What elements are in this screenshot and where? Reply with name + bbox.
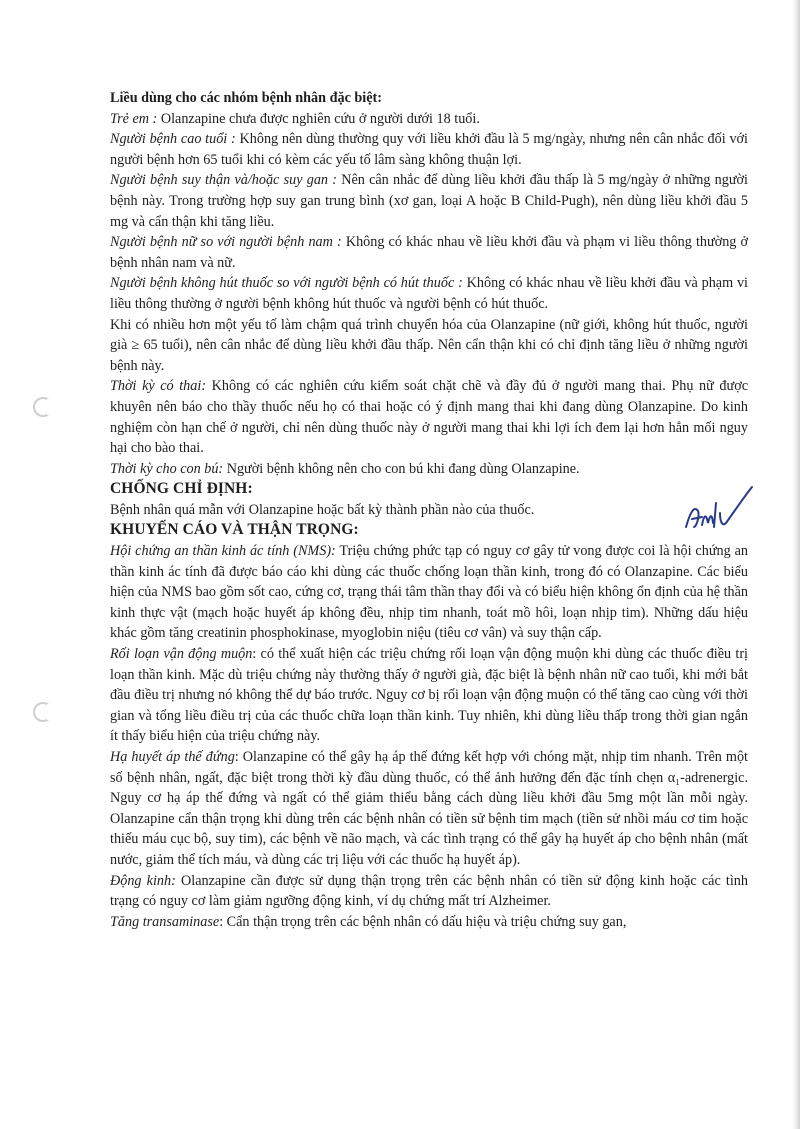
paragraph-label: Hội chứng an thần kinh ác tính (NMS): [110,543,336,560]
paragraph [110,170,748,232]
paragraph-label: Người bệnh không hút thuốc so với người bệnh có hút thuốc : [110,275,463,292]
paragraph-text: : Olanzapine có thể gây hạ áp thế đứng kết hợp với chóng mặt, nhịp tim nhanh. Trên một số bệnh nhân, ngất, đặc biệt trong thời kỳ đầu dùng thuốc, có thể ảnh hưởng đến đặc tính chẹn α₁-adrenergic. Nguy cơ hạ áp thế đứng và ngất có thể giảm thiểu bằng cách dùng liều khởi đầu 5mg một lần mỗi ngày. Olanzapine cẩn thận trọng khi dùng trên các bệnh nhân có tiền sử bệnh tim mạch (tiền sử nhồi máu cơ tim hoặc thiếu máu cục bộ, suy tim), các bệnh về não mạch, và các tình trạng có thể gây hạ huyết áp cho bệnh nhân (mất nước, giảm thể tích máu, và dùng các trị liệu với các thuốc hạ huyết áp). [110,749,748,868]
paragraph-label: Người bệnh nữ so với người bệnh nam : [110,234,342,251]
paragraph-text: Nên cân nhắc để dùng liều khởi đầu thấp là 5 mg/ngày ở những người bệnh này. Trong trường hợp suy gan trung bình (xơ gan, loại A hoặc B Child-Pugh), nên dùng liều khởi đầu 5 mg và cẩn thận khi tăng liều. [110,172,748,230]
paragraph [110,459,748,480]
punch-hole-mark-1 [33,397,53,417]
punch-hole-mark-2 [33,702,53,722]
paragraph-label: Động kinh: [110,872,176,889]
document-body [110,88,748,932]
paragraph-label: Rối loạn vận động muộn [110,646,253,663]
heading-contraindications: CHỐNG CHỈ ĐỊNH: [110,480,253,498]
paragraph-text: Không có các nghiên cứu kiểm soát chặt chẽ và đầy đủ ở người mang thai. Phụ nữ được khuyên nên báo cho thầy thuốc nếu họ có thai hoặc có ý định mang thai khi đang dùng Olanzapine. Do kinh nghiệm còn hạn chế ở người, chỉ nên dùng thuốc này ở người mang thai khi lợi ích đem lại hơn hẳn mối nguy hại cho bào thai. [110,378,749,457]
paragraph [110,541,748,644]
special-groups-section [110,109,748,480]
paragraph-text: Olanzapine cần được sử dụng thận trọng trên các bệnh nhân có tiền sử động kinh hoặc các tình trạng có nguy cơ làm giảm ngưỡng động kinh, ví dụ chứng mất trí Alzheimer. [110,872,748,910]
paragraph-label: Hạ huyết áp thế đứng [110,749,235,765]
paragraph-text: Triệu chứng phức tạp có nguy cơ gây tử vong được coi là hội chứng an thần kinh ác tính đã được báo cáo khi dùng các thuốc chống loạn thần kinh, trong đó có Olanzapine. Các biểu hiện của NMS bao gồm sốt cao, cứng cơ, trạng thái tâm thần thay đổi và có biểu hiện không ổn định của hệ thần kinh thực vật (mạch hoặc huyết áp không đều, nhịp tim nhanh, toát mồ hôi, loạn nhịp tim). Những dấu hiệu khác gồm tăng creatinin phosphokinase, myoglobin niệu (tiêu cơ vân) và suy thận cấp. [110,543,748,642]
paragraph-label: Người bệnh cao tuổi : [110,131,236,148]
paragraph [110,129,748,170]
paragraph-text: Khi có nhiều hơn một yếu tố làm chậm quá trình chuyển hóa của Olanzapine (nữ giới, không hút thuốc, người già ≥ 65 tuổi), nên cân nhắc để dùng liều khởi đầu thấp. Nên cẩn thận khi có chỉ định tăng liều ở những người bệnh này. [110,316,748,374]
paragraph [110,273,748,314]
paragraph [110,315,748,377]
paragraph [110,747,748,871]
paragraph-label: Người bệnh suy thận và/hoặc suy gan : [110,172,337,189]
paragraph-label: Thời kỳ cho con bú: [110,460,224,477]
paragraph-text: Olanzapine chưa được nghiên cứu ở người dưới 18 tuổi. [157,110,480,127]
warnings-section [110,541,748,932]
paragraph-text: Người bệnh không nên cho con bú khi đang dùng Olanzapine. [223,460,580,477]
paragraph-label: Thời kỳ có thai: [110,378,207,395]
paragraph [110,912,748,933]
contraindication-text: Bệnh nhân quá mẫn với Olanzapine hoặc bất kỳ thành phần nào của thuốc. [110,501,535,518]
page-edge-shadow [792,0,800,1129]
paragraph-label: Tăng transaminase [110,913,220,930]
paragraph [110,644,748,747]
paragraph [110,376,748,458]
paragraph-text: Không có khác nhau về liều khởi đầu và phạm vi liều thông thường ở người bệnh không hút thuốc và người bệnh có hút thuốc. [110,275,748,312]
paragraph-label: Trẻ em : [110,110,158,127]
paragraph [110,871,748,912]
heading-special-groups: Liều dùng cho các nhóm bệnh nhân đặc biệt: [110,90,382,106]
paragraph-text: : có thể xuất hiện các triệu chứng rối loạn vận động muộn khi dùng các thuốc điều trị loạn thần kinh. Mặc dù triệu chứng này thường thấy ở người già, đặc biệt là bệnh nhân nữ cao tuổi, khi mới bắt đầu điều trị nhưng nó không thể dự báo trước. Nguy cơ bị rối loạn vận động muộn có thể tăng cao cùng với thời gian và tổng liều điều trị của các thuốc chữa loạn thần kinh. Tuy nhiên, khi dùng liều thấp trong thời gian ngắn ít thấy biểu hiện của triệu chứng này. [110,646,749,745]
paragraph [110,232,748,273]
heading-warnings: KHUYẾN CÁO VÀ THẬN TRỌNG: [110,521,359,539]
paragraph [110,109,748,130]
paragraph-text: Không có khác nhau về liều khởi đầu và phạm vi liều thông thường ở bệnh nhân nam và nữ. [110,234,748,271]
paragraph-text: Không nên dùng thường quy với liều khởi đầu là 5 mg/ngày, nhưng nên cân nhắc đối với người bệnh hơn 65 tuổi khi có kèm các yếu tố lâm sàng không thuận lợi. [110,131,748,168]
paragraph-text: : Cẩn thận trọng trên các bệnh nhân có dấu hiệu và triệu chứng suy gan, [219,913,627,930]
